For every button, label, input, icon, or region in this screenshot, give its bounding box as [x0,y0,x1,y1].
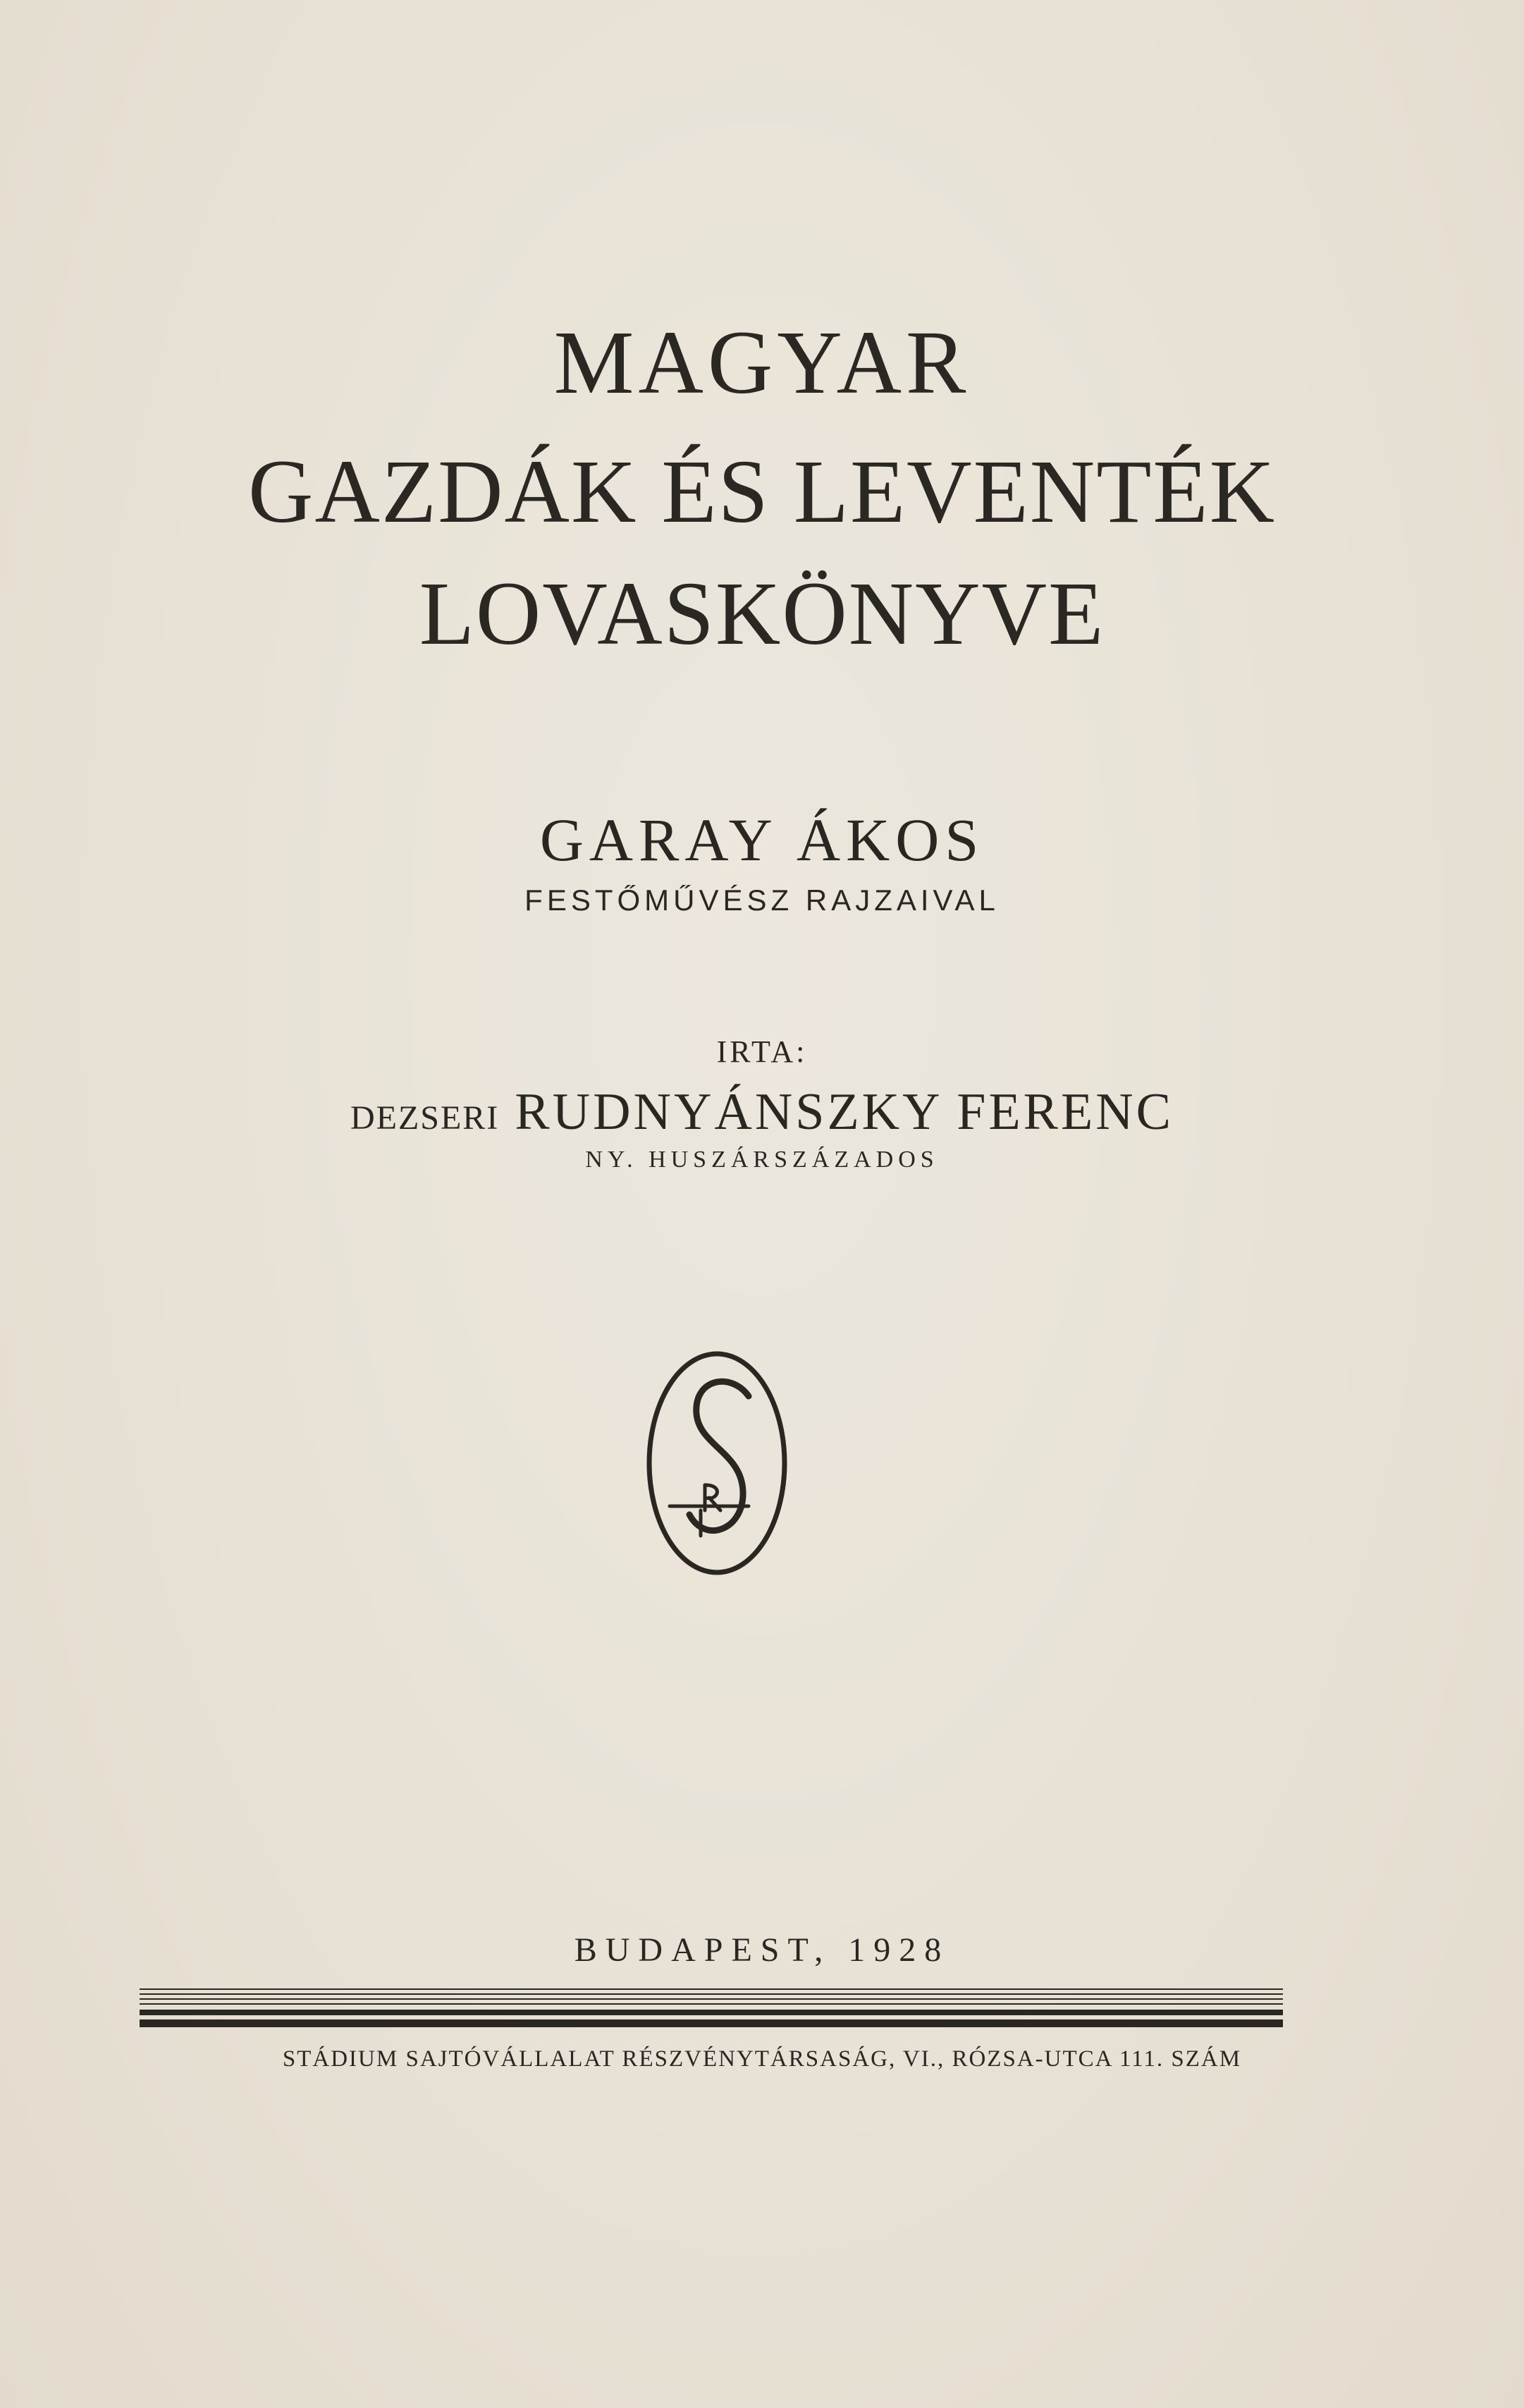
author-line [0,1083,1524,1141]
decorative-rules [140,1987,1283,2031]
author-intro: IRTA: [716,1034,808,1069]
imprint-place-year: BUDAPEST, 1928 [574,1931,950,1969]
author-rank: NY. HUSZÁRSZÁZADOS [585,1147,939,1173]
illustrator-name: GARAY ÁKOS [539,806,985,874]
illustrator-note: FESTŐMŰVÉSZ RAJZAIVAL [524,884,1000,917]
author-prefix: DEZSERI [350,1099,500,1137]
book-title-line-2: GAZDÁK ÉS LEVENTÉK [248,441,1276,542]
author-name: RUDNYÁNSZKY FERENC [515,1083,1174,1141]
publisher-monogram-icon [643,1347,791,1579]
book-title-line-1: MAGYAR [553,312,971,412]
book-title-line-3: LOVASKÖNYVE [419,563,1105,664]
imprint-printer: STÁDIUM SAJTÓVÁLLALAT RÉSZVÉNYTÁRSASÁG, VI., RÓZSA-UTCA 111. SZÁM [282,2046,1242,2072]
